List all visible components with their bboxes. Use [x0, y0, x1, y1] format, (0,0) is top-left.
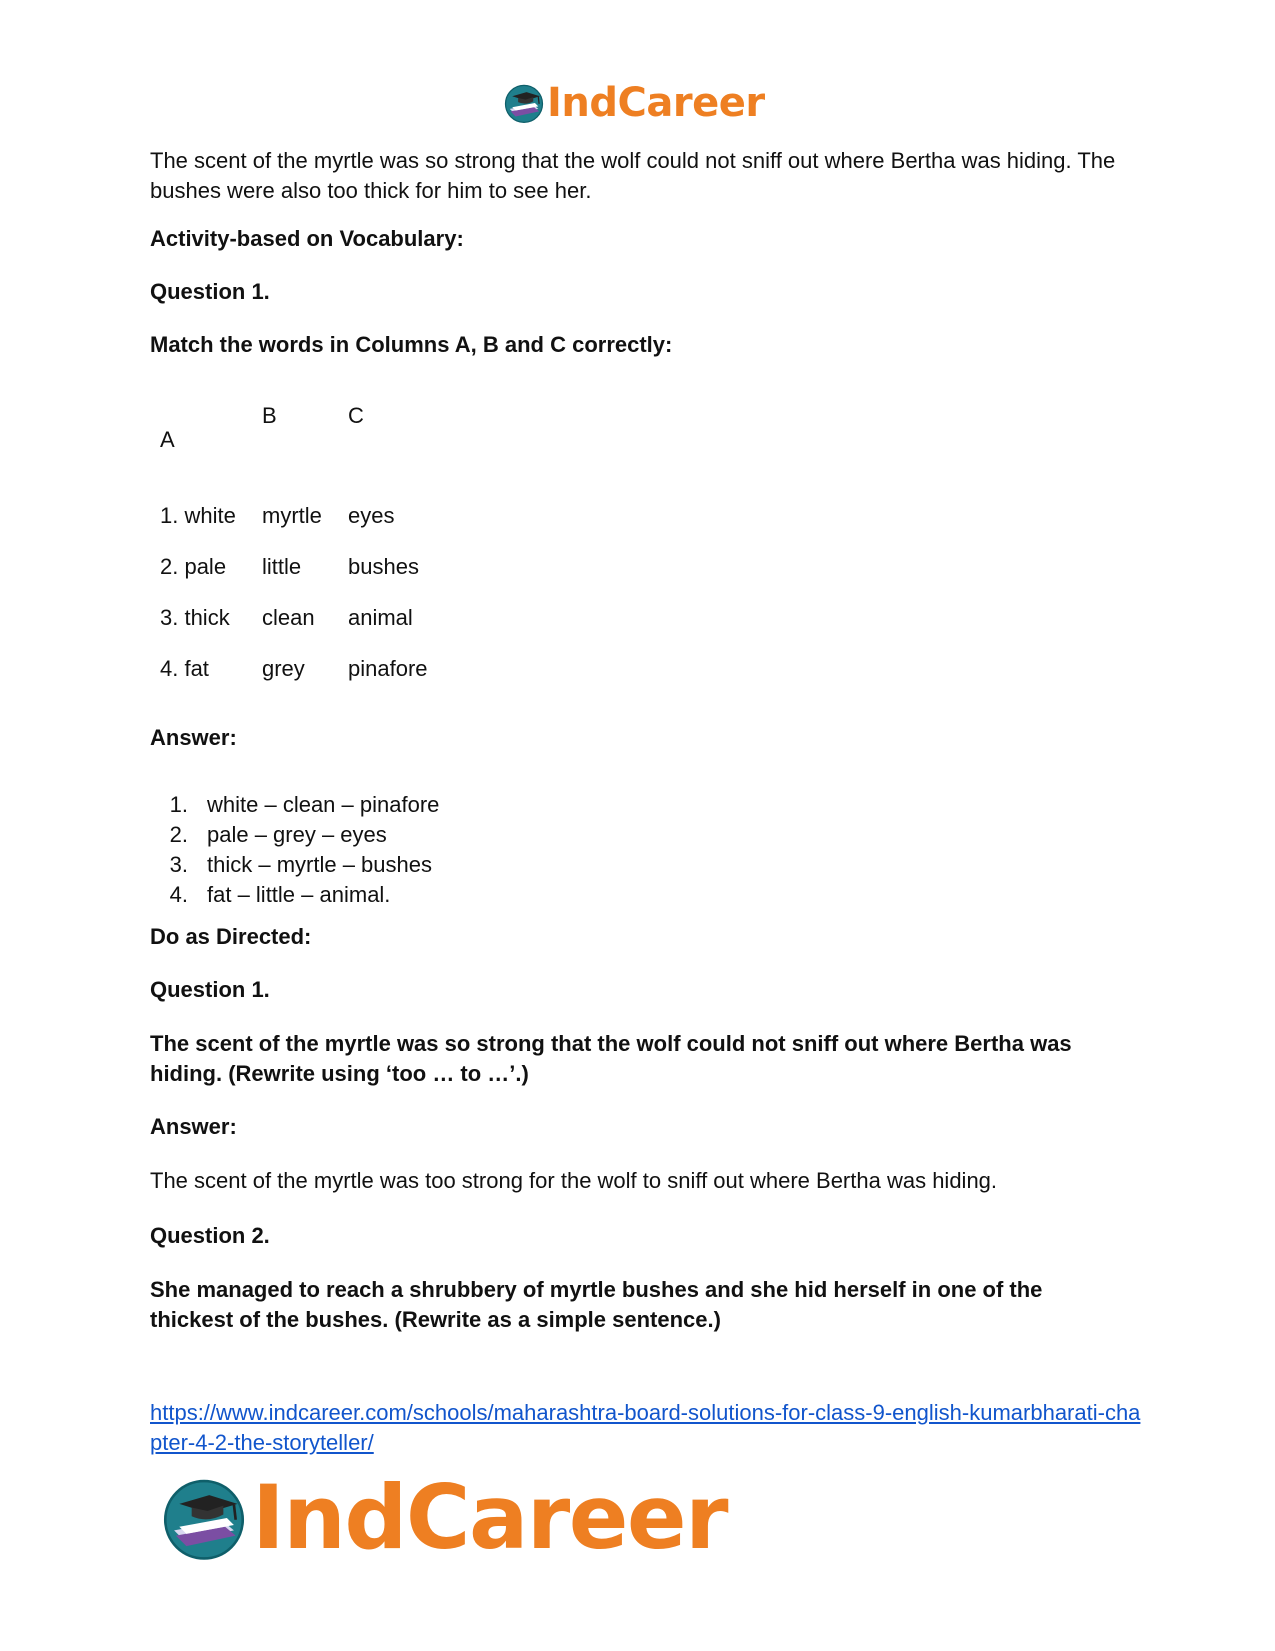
indcareer-logo-icon [160, 1474, 248, 1562]
table-cell: 2. pale [160, 554, 227, 579]
table-cell: myrtle [262, 503, 322, 528]
table-cell: 3. thick [160, 605, 230, 630]
directed-question-1-label: Question 1. [150, 977, 270, 1002]
activity-heading: Activity-based on Vocabulary: [150, 226, 464, 251]
directed-question-1-answer: The scent of the myrtle was too strong for the wolf to sniff out where Bertha was hiding. [150, 1168, 998, 1193]
table-cell: bushes [348, 554, 419, 579]
table-cell: 4. fat [160, 656, 209, 681]
table-cell: pinafore [348, 656, 428, 681]
question-1-instruction: Match the words in Columns A, B and C correctly: [150, 332, 673, 357]
table-cell: little [262, 554, 302, 579]
table-cell: grey [262, 656, 305, 681]
list-item: 3. thick – myrtle – bushes [169, 852, 432, 877]
header-logo-text: IndCareer [547, 80, 765, 126]
table-cell: animal [348, 605, 413, 630]
answer-label: Answer: [150, 1114, 237, 1139]
list-item: 2. pale – grey – eyes [169, 822, 387, 847]
table-cell: clean [262, 605, 315, 630]
directed-question-2-text: She managed to reach a shrubbery of myrtle bushes and she hid herself in one of the thickest of the bushes. (Rewrite as a simple sentence.) [150, 1277, 1043, 1332]
header-logo [503, 80, 765, 126]
intro-paragraph: The scent of the myrtle was so strong that the wolf could not sniff out where Bertha was hiding. The bushes were also too thick for him to see her. [150, 148, 1116, 203]
question-1-label: Question 1. [150, 279, 270, 304]
directed-question-2-label: Question 2. [150, 1223, 270, 1248]
directed-question-1-text: The scent of the myrtle was so strong that the wolf could not sniff out where Bertha was hiding. (Rewrite using ‘too … to …’.) [150, 1031, 1072, 1086]
table-cell: 1. white [160, 503, 236, 528]
directed-heading: Do as Directed: [150, 924, 312, 949]
list-item: 1. white – clean – pinafore [169, 792, 440, 817]
column-header-b: B [262, 403, 277, 428]
list-item: 4. fat – little – animal. [169, 882, 391, 907]
answer-list [150, 790, 439, 910]
table-cell: eyes [348, 503, 395, 528]
column-header-a: A [160, 427, 175, 452]
column-header-c: C [348, 403, 364, 428]
indcareer-logo-icon [503, 82, 545, 124]
answer-label: Answer: [150, 725, 237, 750]
footer-logo [160, 1466, 728, 1569]
source-link[interactable]: https://www.indcareer.com/schools/maharashtra-board-solutions-for-class-9-english-kumarbharati-chapter-4-2-the-storyteller/ [150, 1400, 1141, 1455]
footer-logo-text: IndCareer [252, 1466, 728, 1569]
